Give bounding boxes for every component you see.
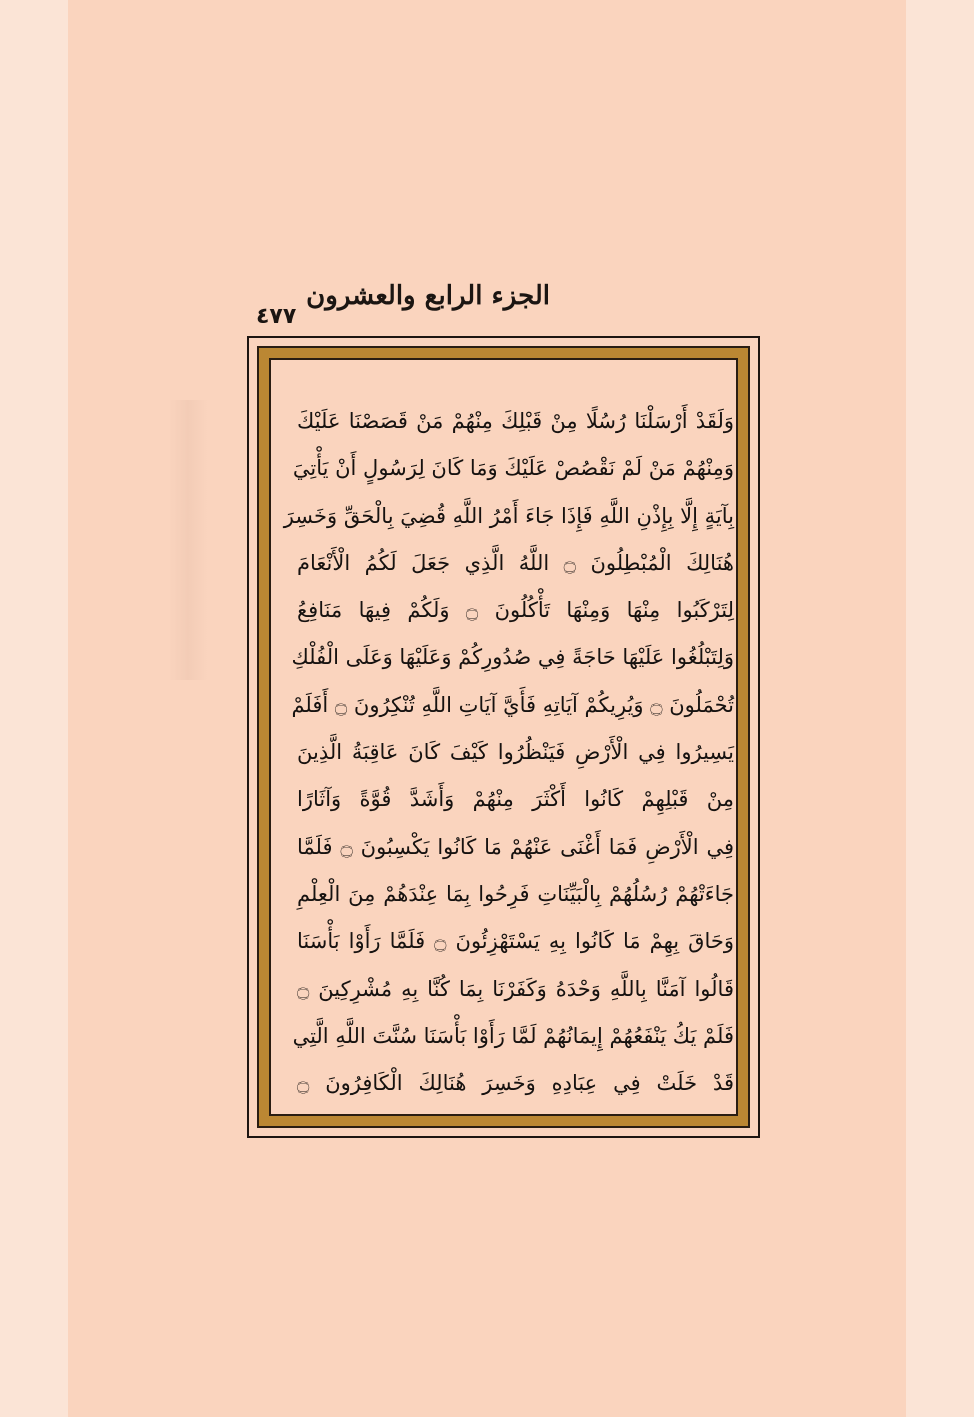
text-line: وَمِنْهُمْ مَنْ لَمْ نَقْصُصْ عَلَيْكَ وَمَا كَانَ لِرَسُولٍ أَنْ يَأْتِيَ xyxy=(292,456,734,481)
text-line: فَلَمْ يَكُ يَنْفَعُهُمْ إِيمَانُهُمْ لَمَّا رَأَوْا بَأْسَنَا سُنَّتَ اللَّهِ الَّتِي xyxy=(292,1023,734,1048)
inner-text-panel xyxy=(269,358,738,1116)
text-line: بِآيَةٍ إِلَّا بِإِذْنِ اللَّهِ فَإِذَا جَاءَ أَمْرُ اللَّهِ قُضِيَ بِالْحَقِّ وَخَسِرَ xyxy=(283,503,734,528)
text-line: وَحَاقَ بِهِمْ مَا كَانُوا بِهِ يَسْتَهْزِئُونَ ۝ فَلَمَّا رَأَوْا بَأْسَنَا xyxy=(297,929,734,954)
quran-text-block xyxy=(283,398,734,1107)
text-line: جَاءَتْهُمْ رُسُلُهُمْ بِالْبَيِّنَاتِ فَرِحُوا بِمَا عِنْدَهُمْ مِنَ الْعِلْمِ xyxy=(297,881,734,906)
text-line: مِنْ قَبْلِهِمْ كَانُوا أَكْثَرَ مِنْهُمْ وَأَشَدَّ قُوَّةً وَآثَارًا xyxy=(297,787,734,812)
text-line: قَدْ خَلَتْ فِي عِبَادِهِ وَخَسِرَ هُنَالِكَ الْكَافِرُونَ ۝ xyxy=(297,1071,734,1096)
page-number: ٤٧٧ xyxy=(256,304,297,329)
juz-title: الجزء الرابع والعشرون xyxy=(306,281,550,311)
text-line: يَسِيرُوا فِي الْأَرْضِ فَيَنْظُرُوا كَيْفَ كَانَ عَاقِبَةُ الَّذِينَ xyxy=(297,740,734,765)
text-line: تُحْمَلُونَ ۝ وَيُرِيكُمْ آيَاتِهِ فَأَيَّ آيَاتِ اللَّهِ تُنْكِرُونَ ۝ أَفَلَمْ xyxy=(291,692,734,717)
bleed-through-shadow xyxy=(168,400,208,680)
text-frame xyxy=(247,336,760,1138)
text-line: لِتَرْكَبُوا مِنْهَا وَمِنْهَا تَأْكُلُونَ ۝ وَلَكُمْ فِيهَا مَنَافِعُ xyxy=(297,598,734,623)
text-line: وَلِتَبْلُغُوا عَلَيْهَا حَاجَةً فِي صُدُورِكُمْ وَعَلَيْهَا وَعَلَى الْفُلْكِ xyxy=(291,645,734,670)
text-line: قَالُوا آمَنَّا بِاللَّهِ وَحْدَهُ وَكَفَرْنَا بِمَا كُنَّا بِهِ مُشْرِكِينَ ۝ xyxy=(297,976,734,1001)
gold-border xyxy=(257,346,750,1128)
text-line: وَلَقَدْ أَرْسَلْنَا رُسُلًا مِنْ قَبْلِكَ مِنْهُمْ مَنْ قَصَصْنَا عَلَيْكَ xyxy=(297,409,734,433)
text-line: هُنَالِكَ الْمُبْطِلُونَ ۝ اللَّهُ الَّذِي جَعَلَ لَكُمُ الْأَنْعَامَ xyxy=(297,550,734,575)
text-line: فِي الْأَرْضِ فَمَا أَغْنَى عَنْهُمْ مَا كَانُوا يَكْسِبُونَ ۝ فَلَمَّا xyxy=(297,834,734,859)
